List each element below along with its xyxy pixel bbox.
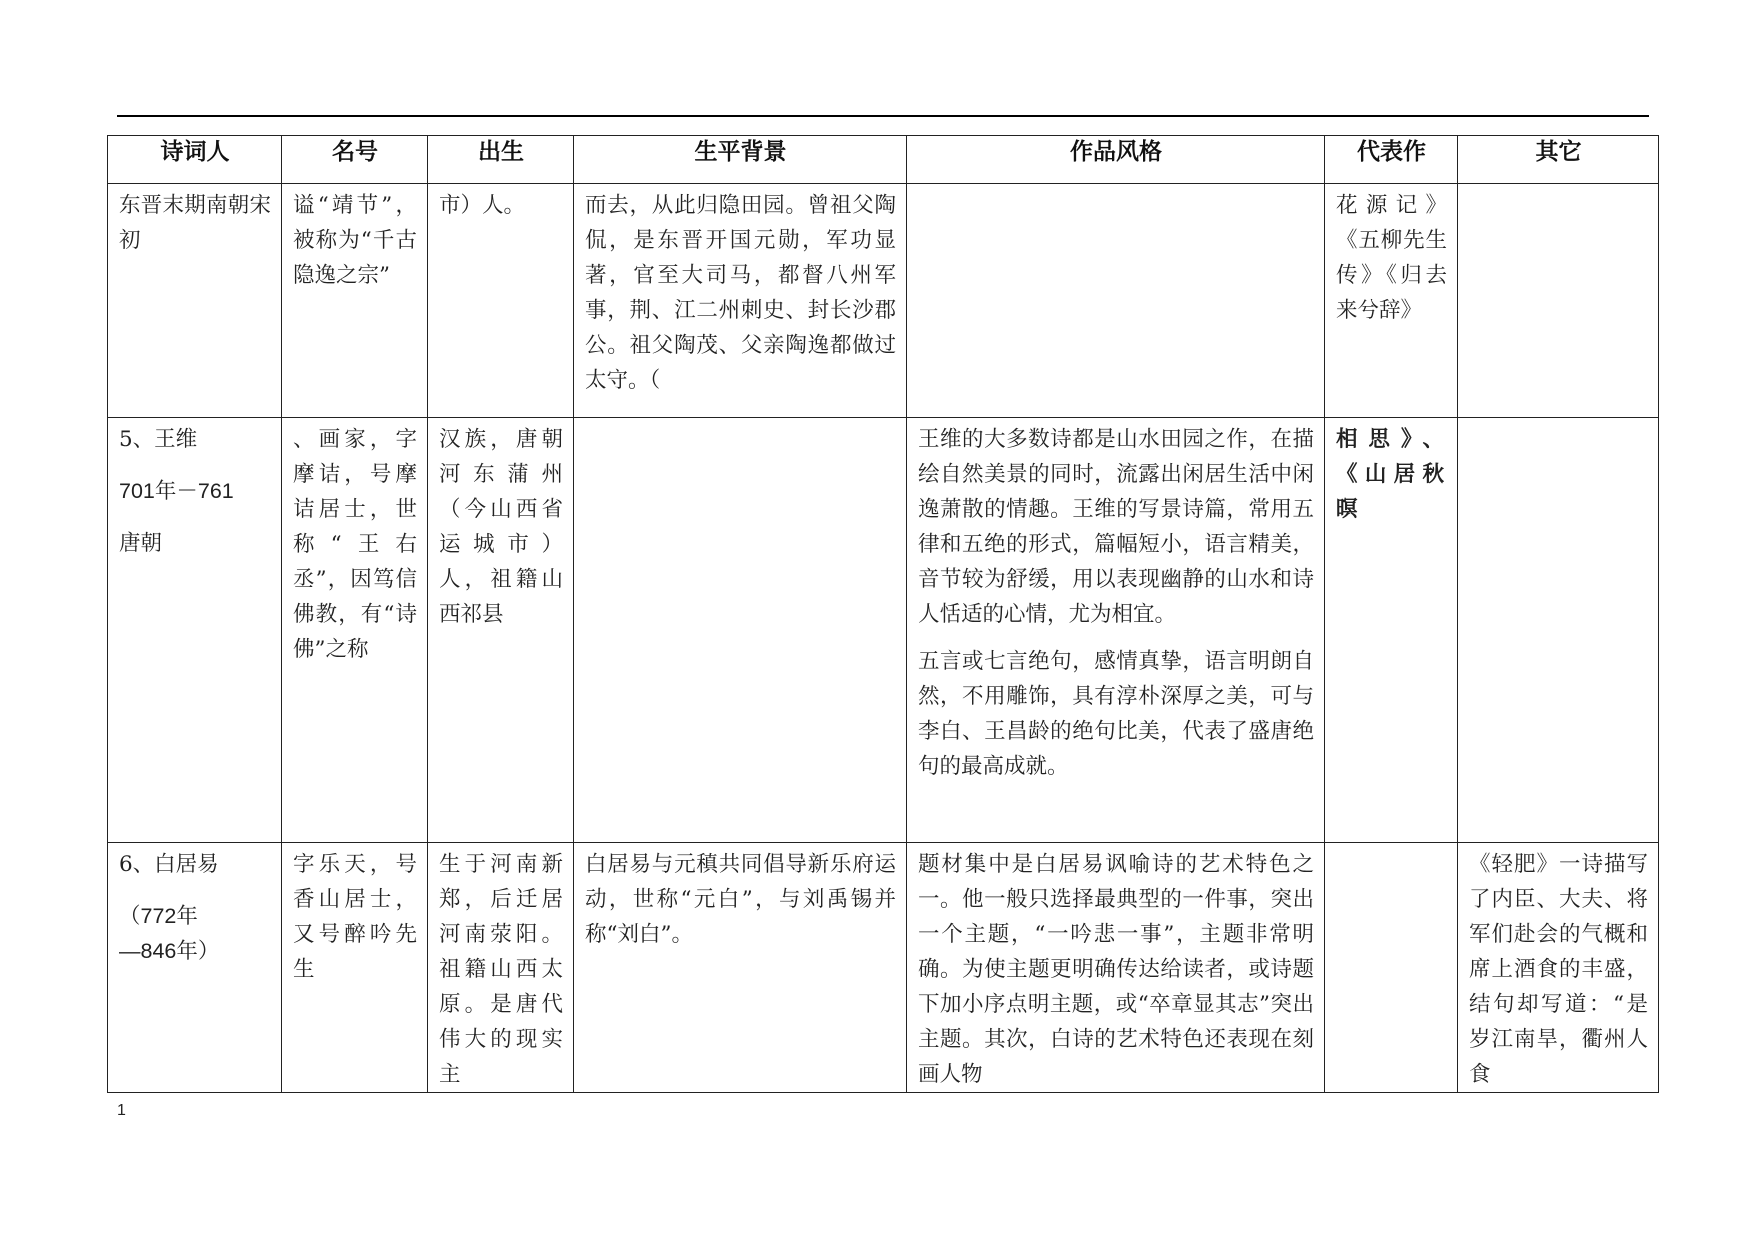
cell-poet xyxy=(108,843,282,1093)
cell-works xyxy=(1325,843,1458,1093)
poet-years-end: —846年） xyxy=(119,939,220,963)
cell-style: 题材集中是白居易讽喻诗的艺术特色之一。他一般只选择最典型的一件事，突出一个主题，“一吟悲一事”，主题非常明确。为使主题更明确传达给读者，或诗题下加小序点明主题，或“卒章显其志”突出主题。其次，白诗的艺术特色还表现在刻画人物 xyxy=(907,843,1325,1093)
poet-years: 701年－761 xyxy=(119,479,234,503)
cell-name-title: 字乐天，号香山居士，又号醉吟先生 xyxy=(282,843,428,1093)
cell-birth: 生于河南新郑，后迁居河南荥阳。祖籍山西太原。是唐代伟大的现实主 xyxy=(428,843,574,1093)
poet-years: （772年 xyxy=(119,904,198,928)
table-row xyxy=(108,184,1659,418)
cell-poet xyxy=(108,184,282,418)
table-header-row xyxy=(108,136,1659,184)
cell-background xyxy=(574,418,907,843)
header-works: 代表作 xyxy=(1325,136,1458,184)
header-poet: 诗词人 xyxy=(108,136,282,184)
header-other: 其它 xyxy=(1458,136,1659,184)
cell-name-title: 、画家，字摩诘，号摩诘居士，世称“王右丞”，因笃信佛教，有“诗佛”之称 xyxy=(282,418,428,843)
poet-name: 5、王维 xyxy=(119,427,198,452)
cell-style xyxy=(907,184,1325,418)
header-background: 生平背景 xyxy=(574,136,907,184)
cell-other xyxy=(1458,184,1659,418)
poet-era: 东晋末期南朝宋初 xyxy=(119,193,271,253)
cell-works: 相思》、《山居秋暝 xyxy=(1325,418,1458,843)
style-paragraph-1: 王维的大多数诗都是山水田园之作，在描绘自然美景的同时，流露出闲居生活中闲逸萧散的情趣。王维的写景诗篇，常用五律和五绝的形式，篇幅短小，语言精美，音节较为舒缓，用以表现幽静的山水和诗人恬适的心情，尤为相宜。 xyxy=(918,427,1314,627)
cell-background: 而去，从此归隐田园。曾祖父陶侃，是东晋开国元勋，军功显著，官至大司马，都督八州军事，荆、江二州刺史、封长沙郡公。祖父陶茂、父亲陶逸都做过太守。（ xyxy=(574,184,907,418)
header-birth: 出生 xyxy=(428,136,574,184)
cell-background: 白居易与元稹共同倡导新乐府运动，世称“元白”，与刘禹锡并称“刘白”。 xyxy=(574,843,907,1093)
cell-other xyxy=(1458,418,1659,843)
page-number: 1 xyxy=(117,1102,126,1119)
header-name: 名号 xyxy=(282,136,428,184)
poets-table xyxy=(107,135,1659,1093)
cell-works: 花源记》《五柳先生传》《归去来兮辞》 xyxy=(1325,184,1458,418)
cell-name-title: 谥“靖节”，被称为“千古隐逸之宗” xyxy=(282,184,428,418)
table-row xyxy=(108,843,1659,1093)
cell-other: 《轻肥》一诗描写了内臣、大夫、将军们赴会的气概和席上酒食的丰盛，结句却写道：“是岁江南旱，衢州人食 xyxy=(1458,843,1659,1093)
header-rule xyxy=(117,115,1649,117)
cell-style xyxy=(907,418,1325,843)
style-paragraph-2: 五言或七言绝句，感情真挚，语言明朗自然，不用雕饰，具有淳朴深厚之美，可与李白、王昌龄的绝句比美，代表了盛唐绝句的最高成就。 xyxy=(918,649,1314,779)
header-style: 作品风格 xyxy=(907,136,1325,184)
table-row xyxy=(108,418,1659,843)
cell-birth: 市）人。 xyxy=(428,184,574,418)
cell-poet xyxy=(108,418,282,843)
poet-dynasty: 唐朝 xyxy=(119,531,163,556)
cell-birth: 汉族，唐朝河东蒲州（今山西省运城市）人，祖籍山西祁县 xyxy=(428,418,574,843)
poet-name: 6、白居易 xyxy=(119,852,219,877)
